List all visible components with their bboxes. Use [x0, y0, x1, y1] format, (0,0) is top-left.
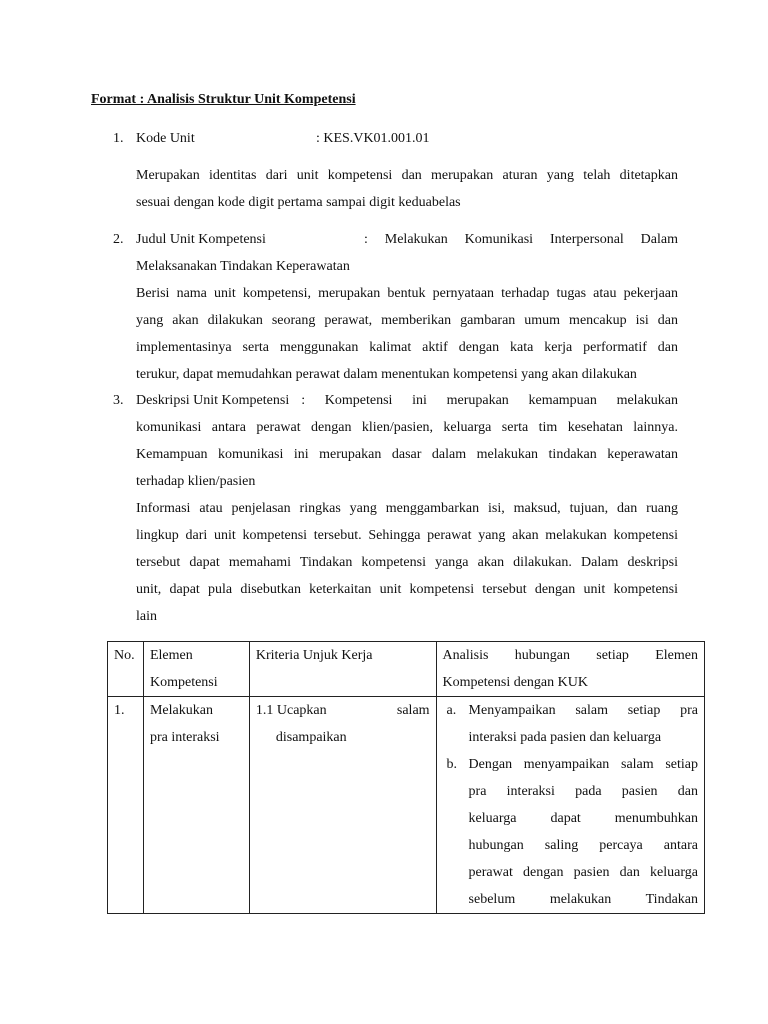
header-text: Kompetensi dengan KUK	[442, 675, 588, 690]
document-title: Format : Analisis Struktur Unit Kompetensi	[91, 92, 356, 107]
analysis-text	[469, 751, 698, 913]
item-number: 2.	[113, 232, 124, 247]
paragraph-line: Informasi atau penjelasan ringkas yang menggambarkan isi, maksud, tujuan, dan ruang	[136, 501, 678, 516]
paragraph-line: tersebut dapat memahami Tindakan kompetensi yanga akan dilakukan. Dalam deskripsi	[136, 555, 678, 570]
paragraph-line: Berisi nama unit kompetensi, merupakan bentuk pernyataan terhadap tugas atau pekerjaan	[136, 286, 678, 301]
header-text: Kompetensi	[149, 675, 218, 690]
paragraph-line: Kemampuan komunikasi ini merupakan dasar dalam melakukan tindakan keperawatan	[136, 447, 678, 462]
cell-no: 1.	[108, 697, 144, 914]
cell-text: sebelum melakukan Tindakan	[468, 892, 698, 907]
header-kriteria-unjuk-kerja: Kriteria Unjuk Kerja	[249, 642, 436, 697]
item-label-kode-unit: Kode Unit	[136, 131, 195, 146]
header-text: Elemen	[149, 648, 193, 663]
item-value-continuation: Melaksanakan Tindakan Keperawatan	[136, 259, 350, 274]
kuk-line	[256, 697, 430, 724]
cell-text: keluarga dapat menumbuhkan	[468, 811, 698, 826]
analysis-point-a	[437, 697, 698, 751]
header-elemen-kompetensi	[143, 642, 249, 697]
paragraph-line: komunikasi antara perawat dengan klien/pasien, keluarga serta tim kesehatan lainnya.	[136, 420, 678, 435]
kuk-analysis-table	[107, 641, 705, 914]
cell-text: Menyampaikan salam setiap pra	[468, 703, 698, 718]
list-marker: b.	[446, 757, 458, 772]
item-value-kode-unit: : KES.VK01.001.01	[316, 131, 430, 146]
paragraph-line: lingkup dari unit kompetensi tersebut. Sehingga perawat yang akan melakukan kompetensi	[136, 528, 678, 543]
header-no: No.	[108, 642, 144, 697]
item-label-judul-unit: Judul Unit Kompetensi	[136, 232, 266, 247]
analysis-text	[469, 697, 698, 751]
header-text: Analisis hubungan setiap Elemen	[442, 648, 698, 663]
cell-text: hubungan saling percaya antara	[468, 838, 698, 853]
table-header-row	[108, 642, 705, 697]
paragraph-line: yang akan dilakukan seorang perawat, memberikan gambaran umum mencakup isi dan	[136, 313, 678, 328]
item-value-judul-unit: : Melakukan Komunikasi Interpersonal Dalam	[364, 232, 678, 247]
paragraph-line: implementasinya serta menggunakan kalimat aktif dengan kata kerja performatif dan	[136, 340, 678, 355]
cell-text: pra interaksi	[149, 730, 220, 745]
table-row	[108, 697, 705, 914]
paragraph-line: Merupakan identitas dari unit kompetensi dan merupakan aturan yang telah ditetapkan	[136, 168, 678, 183]
cell-analisis	[436, 697, 704, 914]
item-label-deskripsi-unit: Deskripsi Unit Kompetensi	[136, 393, 290, 408]
cell-text: pra interaksi pada pasien dan	[468, 784, 698, 799]
paragraph-line: terukur, dapat memudahkan perawat dalam menentukan kompetensi yang akan dilakukan	[136, 367, 637, 382]
paragraph-line: lain	[136, 609, 157, 624]
paragraph-line: unit, dapat pula disebutkan keterkaitan unit kompetensi tersebut dengan unit kompetensi	[136, 582, 678, 597]
cell-text: Dengan menyampaikan salam setiap	[468, 757, 698, 772]
cell-text: Melakukan	[149, 703, 213, 718]
cell-text: interaksi pada pasien dan keluarga	[468, 730, 662, 745]
cell-text: perawat dengan pasien dan keluarga	[468, 865, 698, 880]
cell-kuk	[249, 697, 436, 914]
paragraph-line: sesuai dengan kode digit pertama sampai digit keduabelas	[136, 195, 461, 210]
cell-text: 1.1 Ucapkan	[255, 703, 327, 718]
item-row-deskripsi	[136, 393, 678, 409]
item-value-deskripsi-unit: : Kompetensi ini merupakan kemampuan melakukan	[301, 393, 678, 408]
cell-text: disampaikan	[275, 730, 347, 745]
analysis-point-b	[437, 751, 698, 913]
cell-elemen	[143, 697, 249, 914]
item-number: 3.	[113, 393, 124, 408]
paragraph-line: terhadap klien/pasien	[136, 474, 256, 489]
item-number: 1.	[113, 131, 124, 146]
list-marker: a.	[446, 703, 457, 718]
header-analisis	[436, 642, 704, 697]
cell-text: salam	[396, 703, 430, 718]
